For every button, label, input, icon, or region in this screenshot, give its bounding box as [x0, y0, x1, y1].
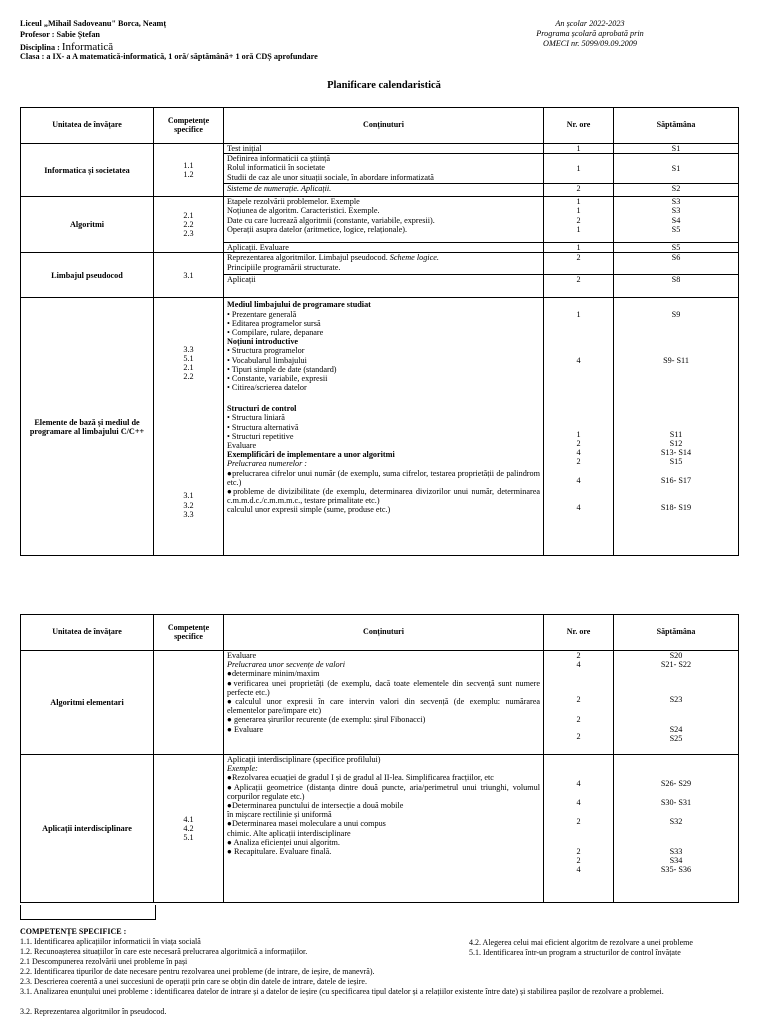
content-cell: Etapele rezolvării problemelor. Exemple Noțiunea de algoritm. Caracteristici. Exemple. Date cu care lucrează algoritmii (constante, variabile, expresii). Operații asupra datelor (aritmetice, logice, relaționale). [224, 197, 544, 243]
col-competences: Competențe specifice [154, 108, 224, 144]
page-title: Planificare calendaristică [327, 80, 441, 91]
competence-item: 1.1. Identificarea aplicațiilor informaticii în viața socială [20, 938, 201, 946]
hours-cell: 1 [544, 154, 614, 184]
hours-cell: 2 [544, 253, 614, 275]
order-number: OMECI nr. 5099/09.09.2009 [543, 39, 637, 48]
week-cell: S1 [614, 144, 739, 154]
discipline-line: Disciplina : Informatică [20, 41, 114, 53]
unit-name: Algoritmi elementari [21, 651, 154, 755]
hours-cell: 4 4 2 2 2 4 [544, 755, 614, 903]
unit-competences [154, 651, 224, 755]
unit-competences: 3.3 5.1 2.1 2.2 3.1 3.2 3.3 [154, 298, 224, 556]
col-week: Săptămâna [614, 108, 739, 144]
competences-heading: COMPETENȚE SPECIFICE : [20, 928, 127, 936]
table-row [21, 144, 739, 154]
content-cell: Mediul limbajului de programare studiat • Prezentare generală • Editarea programelor sursă • Compilare, rulare, depanare Noțiuni introductive • Structura programelor • Vocabularul limbajului • Tipuri simple de date (standard) • Constante, variabile, expresii • Citirea/scrierea datelor Structuri de control • Structura liniară • Structura alternativă • Structuri repetitive Evaluare Exemplificări de implementare a unor algoritmi Prelucrarea numerelor : ●prelucrarea cifrelor unui număr (de exemplu, suma cifrelor, testarea proprietății de palindrom etc.) ●probleme de divizibilitate (de exemplu, determinarea divizorilor unui număr, determinarea c.m.m.d.c./c.m.m.m.c., testare primalitate etc.) calculul unor expresii simple (sume, produse etc.) [224, 298, 544, 556]
hours-cell: 1 [544, 144, 614, 154]
competence-item: 1.2. Recunoașterea situațiilor în care este necesară prelucrarea algoritmică a informațiilor. [20, 948, 308, 956]
competence-item: 2.1 Descompunerea rezolvării unei probleme în pași [20, 958, 188, 966]
unit-competences: 1.1 1.2 [154, 144, 224, 197]
unit-competences: 3.1 [154, 253, 224, 298]
table-header-row [21, 108, 739, 144]
program-info [500, 19, 680, 49]
content-cell: Test inițial [224, 144, 544, 154]
unit-name: Aplicații interdisciplinare [21, 755, 154, 903]
table-row [21, 197, 739, 243]
col-hours: Nr. ore [544, 615, 614, 651]
hours-cell: 2 4 2 2 2 [544, 651, 614, 755]
table-row [21, 253, 739, 275]
col-content: Conținuturi [224, 615, 544, 651]
teacher-line: Profesor : Sabie Ștefan [20, 30, 100, 39]
week-cell: S1 [614, 154, 739, 184]
class-line: Clasa : a IX- a A matematică-informatică, 1 oră/ săptămână+ 1 oră CDȘ aprofundare [20, 52, 318, 61]
competence-item: 2.2. Identificarea tipurilor de date necesare pentru rezolvarea unei probleme (de intrare, de ieșire, de manevră). [20, 968, 375, 976]
week-cell: S6 [614, 253, 739, 275]
content-cell: Reprezentarea algoritmilor. Limbajul pseudocod. Scheme logice. Principiile programării structurate. [224, 253, 544, 275]
competence-item: 3.1. Analizarea enunțului unei probleme : identificarea datelor de intrare și a datelor de ieșire (cu specificarea tipul datelor și a relațiilor existente între date) și stabilirea pașilor de rezolvare a problemei. [20, 988, 664, 996]
hours-cell: 2 [544, 184, 614, 197]
content-cell: Aplicații. Evaluare [224, 243, 544, 253]
program-approval: Programa școlară aprobată prin [536, 29, 644, 38]
week-cell: S5 [614, 243, 739, 253]
school-year: An școlar 2022-2023 [555, 19, 625, 28]
competence-item: 5.1. Identificarea într-un program a structurilor de control învățate [469, 948, 681, 957]
week-cell: S2 [614, 184, 739, 197]
unit-name: Limbajul pseudocod [21, 253, 154, 298]
unit-name: Elemente de bază și mediul de programare al limbajului C/C++ [21, 298, 154, 556]
content-cell: Sisteme de numerație. Aplicații. [224, 184, 544, 197]
planning-table-1 [20, 107, 739, 556]
table-row [21, 298, 739, 556]
table-header-row [21, 615, 739, 651]
document-header [20, 19, 420, 63]
table-row [21, 651, 739, 755]
hours-cell: 2 [544, 275, 614, 298]
week-cell: S8 [614, 275, 739, 298]
content-cell: Evaluare Prelucrarea unor secvențe de valori ●determinare minim/maxim ●verificarea unei proprietăți (de exemplu, dacă toate elementele din secvență sunt numere perfecte etc.) ●calculul unor expresii în care intervin valori din secvență (de exemplu: numărarea elementelor pare/impare etc) ● generarea șirurilor recurente (de exemplu: șirul Fibonacci) ● Evaluare [224, 651, 544, 755]
content-cell: Aplicații interdisciplinare (specifice profilului) Exemple: ●Rezolvarea ecuației de gradul I și de gradul al II-lea. Simplificarea fracțiilor, etc ●Aplicații geometrice (distanța dintre două puncte, aria/perimetrul unui triunghi, volumul corpurilor regulate etc.) ●Determinarea punctului de intersecție a două mobile în mișcare rectilinie și uniformă ●Determinarea masei moleculare a unui compus chimic. Alte aplicații interdisciplinare ● Analiza eficienței unui algoritm. ● Recapitulare. Evaluare finală. [224, 755, 544, 903]
competence-item: 3.2. Reprezentarea algoritmilor în pseudocod. [20, 1008, 167, 1016]
table-continuation-box [20, 905, 156, 920]
col-competences: Competențe specifice [154, 615, 224, 651]
unit-name: Algoritmi [21, 197, 154, 253]
hours-cell: 1 1 2 1 [544, 197, 614, 243]
content-cell: Aplicații [224, 275, 544, 298]
school-name: Liceul „Mihail Sadoveanu" Borca, Neamț [20, 19, 167, 28]
competence-item: 4.2. Alegerea celui mai eficient algoritm de rezolvare a unei probleme [469, 938, 693, 947]
col-hours: Nr. ore [544, 108, 614, 144]
col-content: Conținuturi [224, 108, 544, 144]
col-unit: Unitatea de învățare [21, 108, 154, 144]
week-cell: S3 S3 S4 S5 [614, 197, 739, 243]
competence-item: 2.3. Descrierea coerentă a unei succesiuni de operații prin care se obțin din datele de intrare, datele de ieșire. [20, 978, 367, 986]
competences-right-column [469, 939, 759, 959]
unit-competences: 4.1 4.2 5.1 [154, 755, 224, 903]
unit-name: Informatica și societatea [21, 144, 154, 197]
week-cell: S9 S9- S11 S11 S12 S13- S14 S15 S16- S17 S18- S19 [614, 298, 739, 556]
week-cell: S20 S21- S22 S23 S24 S25 [614, 651, 739, 755]
hours-cell: 1 4 1 2 4 2 4 4 [544, 298, 614, 556]
unit-competences: 2.1 2.2 2.3 [154, 197, 224, 253]
content-cell: Definirea informaticii ca știință Rolul informaticii în societate Studii de caz ale unor situații sociale, în abordare informatizată [224, 154, 544, 184]
col-week: Săptămâna [614, 615, 739, 651]
col-unit: Unitatea de învățare [21, 615, 154, 651]
week-cell: S26- S29 S30- S31 S32 S33 S34 S35- S36 [614, 755, 739, 903]
hours-cell: 1 [544, 243, 614, 253]
planning-table-2 [20, 614, 739, 903]
table-row [21, 755, 739, 903]
